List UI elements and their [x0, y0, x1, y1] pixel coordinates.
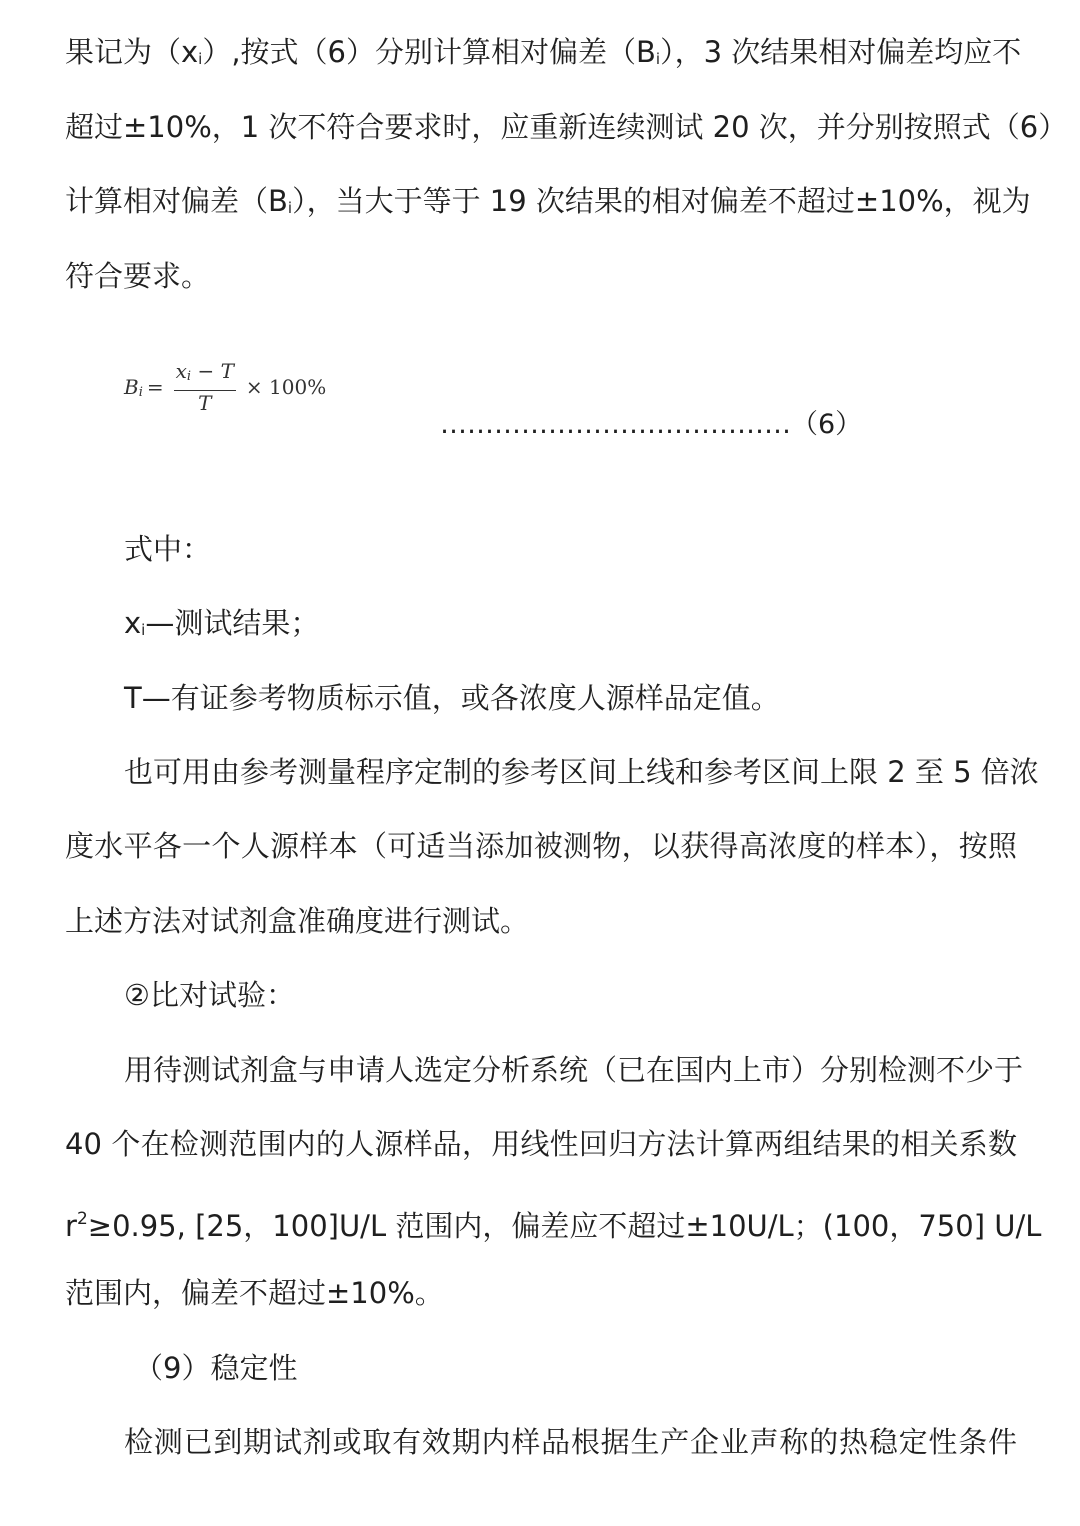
comparison-line4: 范围内，偏差不超过±10%。 — [65, 1276, 444, 1310]
comparison-line1: 用待测试剂盒与申请人选定分析系统（已在国内上市）分别检测不少于 — [124, 1053, 1024, 1087]
comparison-line3: $r^2\ge 0.95$, [25，100]U/L 范围内，偏差应不超过±10U/L；(100，750] U/L — [65, 1209, 1042, 1243]
formula-denominator: T — [198, 391, 212, 415]
stability-line1: 检测已到期试剂或取有效期内样品根据生产企业声称的热稳定性条件 — [124, 1425, 1017, 1459]
comparison-line2: 40 个在检测范围内的人源样品，用线性回归方法计算两组结果的相关系数 — [65, 1127, 1017, 1161]
paragraph1-line3: 计算相对偏差（Bi），当大于等于 19 次结果的相对偏差不超过±10%，视为 — [65, 184, 1031, 218]
paragraph2-line3: 上述方法对试剂盒准确度进行测试。 — [65, 904, 530, 938]
paragraph1-line1: 果记为（xi）,按式（6）分别计算相对偏差（Bi），3 次结果相对偏差均应不 — [65, 35, 1022, 69]
formula-equals: = — [146, 375, 164, 399]
definition-t: T—有证参考物质标示值，或各浓度人源样品定值。 — [124, 681, 780, 715]
formula-fraction — [174, 360, 236, 414]
paragraph2-line2: 度水平各一个人源样本（可适当添加被测物，以获得高浓度的样本），按照 — [65, 829, 1017, 863]
definitions-heading: 式中： — [124, 532, 212, 566]
formula-numerator: xi − T — [174, 360, 236, 391]
formula-tail: × 100% — [245, 375, 327, 399]
definition-xi: xi—测试结果； — [124, 606, 320, 640]
stability-heading: （9）稳定性 — [134, 1351, 298, 1385]
paragraph1-line2: 超过±10%，1 次不符合要求时，应重新连续测试 20 次，并分别按照式（6） — [65, 110, 1068, 144]
relative-bias-formula — [124, 360, 326, 414]
paragraph2-line1: 也可用由参考测量程序定制的参考区间上线和参考区间上限 2 至 5 倍浓 — [124, 755, 1039, 789]
paragraph1-line4: 符合要求。 — [65, 259, 211, 293]
comparison-heading: ②比对试验： — [124, 978, 295, 1012]
equation-number: …………………………………（6） — [440, 409, 863, 440]
formula-lhs: Bi — [124, 374, 143, 400]
